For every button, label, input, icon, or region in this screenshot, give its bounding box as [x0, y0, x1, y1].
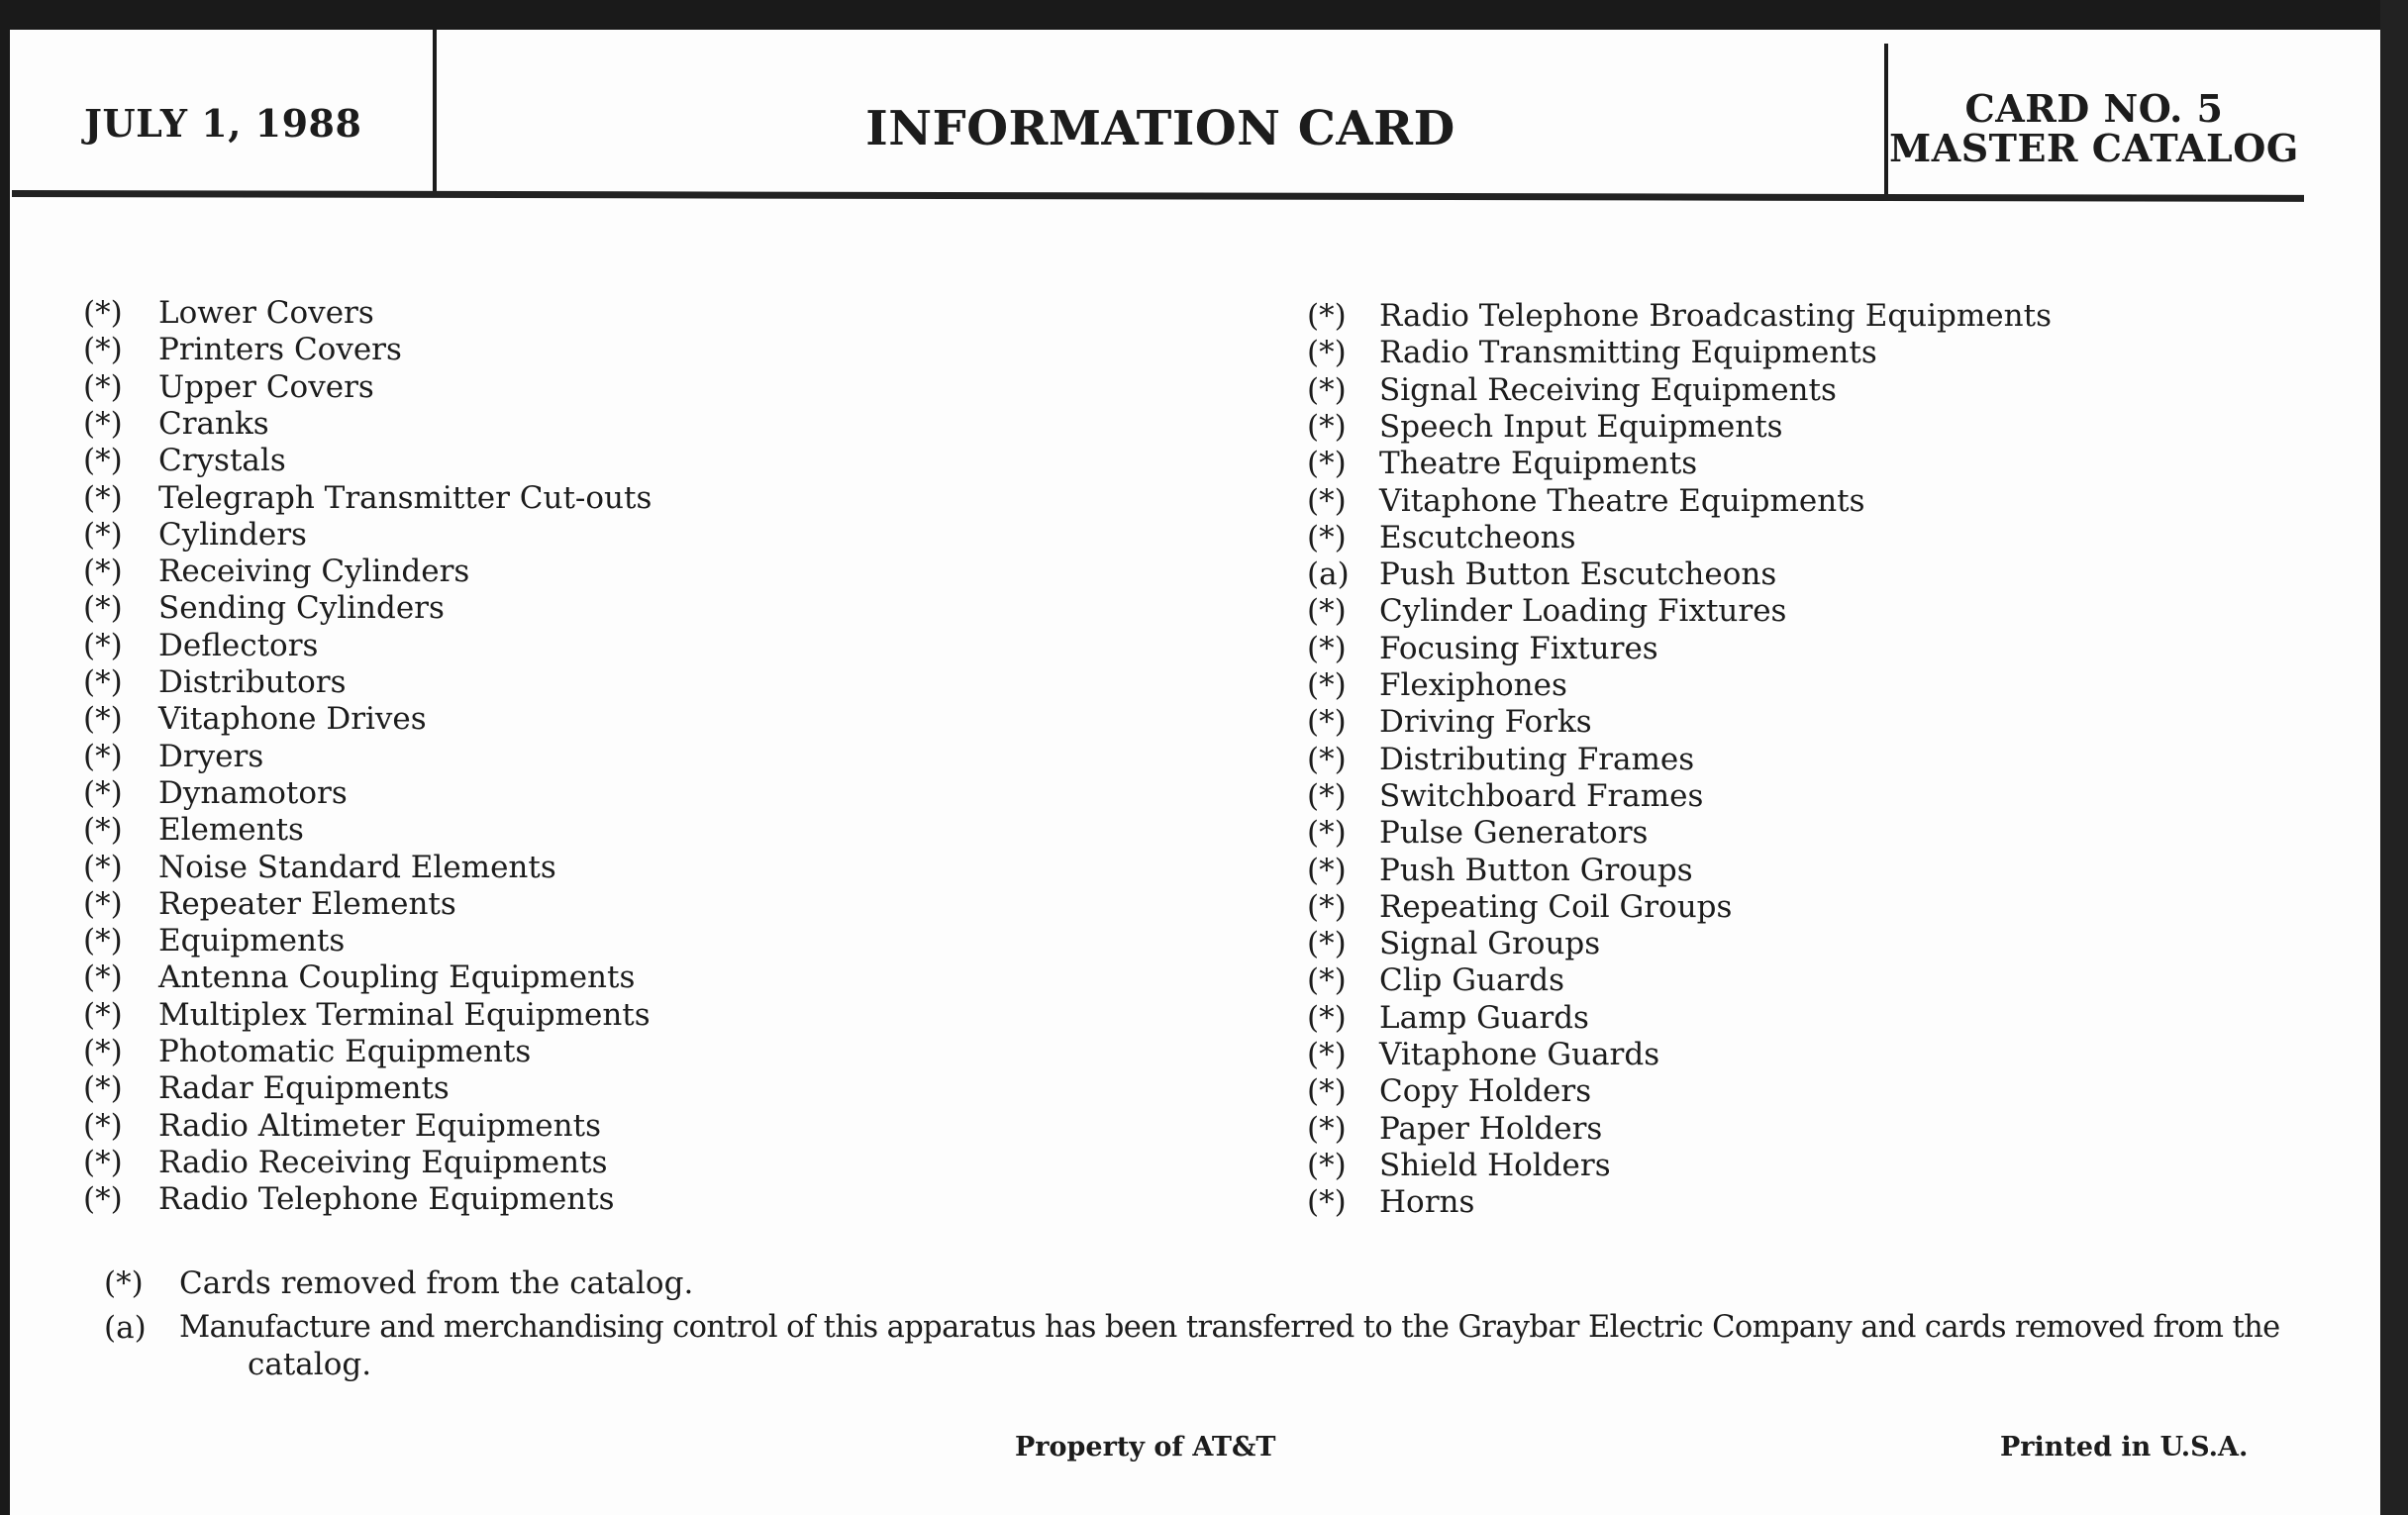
item-name: Cranks — [158, 405, 269, 442]
item-status-mark: (*) — [83, 368, 123, 405]
item-name: Radio Telephone Equipments — [158, 1181, 615, 1218]
item-name: Clip Guards — [1379, 962, 1565, 999]
card-date: JULY 1, 1988 — [84, 101, 362, 146]
item-name: Push Button Groups — [1379, 852, 1693, 888]
item-name: Upper Covers — [158, 368, 374, 405]
item-status-mark: (*) — [83, 960, 123, 996]
item-status-mark: (*) — [1307, 1184, 1347, 1221]
item-name: Telegraph Transmitter Cut-outs — [158, 479, 652, 516]
item-name: Distributing Frames — [1379, 741, 1695, 777]
item-name: Flexiphones — [1379, 667, 1567, 703]
item-status-mark: (*) — [83, 443, 123, 479]
item-name: Sending Cylinders — [158, 590, 445, 627]
item-status-mark: (*) — [83, 849, 123, 885]
footnote-transferred — [104, 1310, 2280, 1346]
item-status-mark: (*) — [83, 1034, 123, 1069]
item-name: Receiving Cylinders — [158, 554, 470, 590]
item-status-mark: (*) — [1307, 1037, 1347, 1072]
item-status-mark: (*) — [1307, 630, 1347, 666]
item-name: Switchboard Frames — [1379, 777, 1704, 814]
item-status-mark: (*) — [1307, 815, 1347, 852]
card-number: CARD NO. 5 — [1964, 86, 2224, 131]
item-name: Crystals — [158, 443, 286, 479]
item-status-mark: (*) — [83, 332, 123, 368]
item-status-mark: (*) — [1307, 926, 1347, 962]
catalog-name: MASTER CATALOG — [1889, 126, 2299, 170]
item-name: Signal Groups — [1379, 926, 1601, 962]
item-name: Repeating Coil Groups — [1379, 888, 1733, 925]
item-name: Focusing Fixtures — [1379, 630, 1658, 666]
item-status-mark: (*) — [83, 479, 123, 516]
item-status-mark: (*) — [1307, 741, 1347, 777]
item-name: Deflectors — [158, 627, 319, 663]
item-name: Horns — [1379, 1184, 1475, 1221]
item-status-mark: (*) — [83, 885, 123, 922]
item-status-mark: (*) — [83, 1070, 123, 1107]
item-status-mark: (*) — [1307, 1073, 1347, 1110]
printed-notice: Printed in U.S.A. — [2000, 1432, 2249, 1463]
item-status-mark: (*) — [1307, 408, 1347, 445]
item-name: Distributors — [158, 664, 347, 700]
item-status-mark: (*) — [83, 1107, 123, 1144]
item-status-mark: (*) — [83, 701, 123, 738]
item-name: Radar Equipments — [158, 1070, 450, 1107]
item-name: Noise Standard Elements — [158, 849, 556, 885]
item-status-mark: (*) — [1307, 298, 1347, 334]
card-number-block — [1886, 86, 2302, 170]
footnote-text: Cards removed from the catalog. — [179, 1265, 694, 1301]
item-status-mark: (*) — [83, 590, 123, 627]
item-status-mark: (*) — [1307, 482, 1347, 519]
item-name: Radio Telephone Broadcasting Equipments — [1379, 298, 2052, 334]
item-name: Elements — [158, 812, 304, 849]
item-name: Push Button Escutcheons — [1379, 556, 1777, 593]
item-status-mark: (*) — [83, 738, 123, 774]
item-name: Vitaphone Guards — [1379, 1037, 1660, 1072]
item-status-mark: (*) — [1307, 704, 1347, 741]
item-name: Pulse Generators — [1379, 815, 1649, 852]
item-name: Dynamotors — [158, 774, 348, 811]
item-name: Shield Holders — [1379, 1147, 1611, 1183]
footnote-mark: (*) — [104, 1265, 144, 1301]
item-status-mark: (*) — [83, 554, 123, 590]
item-name: Equipments — [158, 923, 346, 960]
item-name: Cylinder Loading Fixtures — [1379, 593, 1787, 630]
item-name: Radio Transmitting Equipments — [1379, 335, 1877, 371]
item-status-mark: (*) — [83, 516, 123, 553]
item-status-mark: (*) — [83, 923, 123, 960]
item-status-mark: (*) — [1307, 519, 1347, 556]
item-name: Radio Altimeter Equipments — [158, 1107, 601, 1144]
item-status-mark: (*) — [83, 664, 123, 700]
item-status-mark: (*) — [1307, 335, 1347, 371]
footnote-removed — [104, 1265, 694, 1301]
item-name: Escutcheons — [1379, 519, 1576, 556]
item-name: Driving Forks — [1379, 704, 1592, 741]
item-name: Lower Covers — [158, 295, 374, 331]
item-status-mark: (*) — [1307, 852, 1347, 888]
footnote-mark: (a) — [104, 1310, 147, 1346]
item-name: Theatre Equipments — [1379, 446, 1698, 482]
card-title: INFORMATION CARD — [865, 101, 1455, 156]
item-status-mark: (*) — [83, 1144, 123, 1180]
item-name: Vitaphone Theatre Equipments — [1379, 482, 1865, 519]
item-status-mark: (*) — [83, 627, 123, 663]
item-status-mark: (a) — [1307, 556, 1350, 593]
scan-border — [2380, 0, 2408, 1515]
item-status-mark: (*) — [83, 996, 123, 1033]
item-status-mark: (*) — [1307, 888, 1347, 925]
item-status-mark: (*) — [83, 405, 123, 442]
item-name: Cylinders — [158, 516, 307, 553]
item-name: Antenna Coupling Equipments — [158, 960, 636, 996]
item-status-mark: (*) — [83, 1181, 123, 1218]
footnote-text: Manufacture and merchandising control of this apparatus has been transferred to the Graybar Electric Company and cards removed from the — [179, 1310, 2280, 1345]
item-status-mark: (*) — [1307, 999, 1347, 1036]
item-name: Speech Input Equipments — [1379, 408, 1783, 445]
item-name: Copy Holders — [1379, 1073, 1592, 1110]
item-name: Multiplex Terminal Equipments — [158, 996, 651, 1033]
item-status-mark: (*) — [1307, 1147, 1347, 1183]
item-status-mark: (*) — [1307, 446, 1347, 482]
item-name: Photomatic Equipments — [158, 1034, 532, 1069]
property-notice: Property of AT&T — [1015, 1432, 1276, 1463]
item-status-mark: (*) — [1307, 777, 1347, 814]
item-name: Radio Receiving Equipments — [158, 1144, 608, 1180]
item-name: Dryers — [158, 738, 264, 774]
item-name: Lamp Guards — [1379, 999, 1589, 1036]
item-status-mark: (*) — [1307, 1110, 1347, 1147]
item-name: Paper Holders — [1379, 1110, 1603, 1147]
item-name: Vitaphone Drives — [158, 701, 427, 738]
footnote-text-continued: catalog. — [248, 1347, 372, 1382]
item-status-mark: (*) — [83, 812, 123, 849]
item-name: Signal Receiving Equipments — [1379, 371, 1837, 408]
item-status-mark: (*) — [1307, 371, 1347, 408]
item-status-mark: (*) — [83, 774, 123, 811]
item-name: Printers Covers — [158, 332, 402, 368]
item-status-mark: (*) — [1307, 962, 1347, 999]
item-status-mark: (*) — [1307, 593, 1347, 630]
item-status-mark: (*) — [1307, 667, 1347, 703]
item-status-mark: (*) — [83, 295, 123, 331]
item-name: Repeater Elements — [158, 885, 456, 922]
